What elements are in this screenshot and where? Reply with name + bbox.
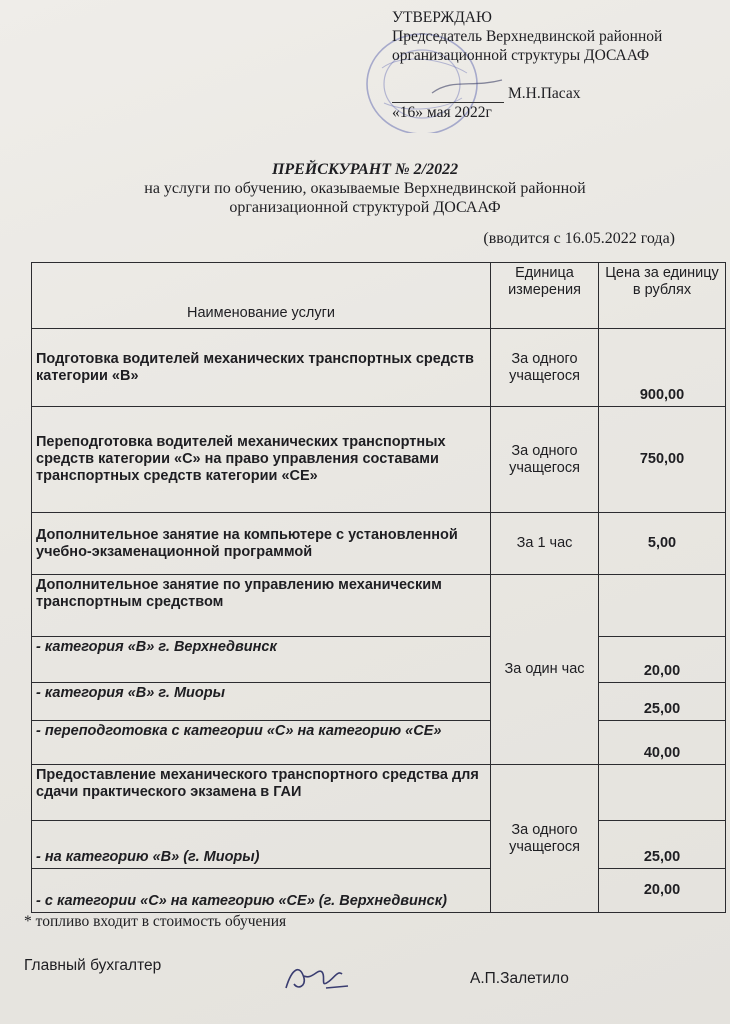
table-row	[32, 329, 726, 407]
sub-item-price: 40,00	[599, 721, 726, 765]
approval-signer: М.Н.Пасах	[508, 85, 581, 102]
header-service: Наименование услуги	[32, 263, 491, 329]
service-price: 900,00	[599, 329, 726, 407]
approval-position-line2: организационной структуры ДОСААФ	[392, 47, 650, 64]
approval-heading: УТВЕРЖДАЮ	[392, 9, 492, 26]
service-unit: За одного учащегося	[491, 407, 599, 513]
sub-item-price: 20,00	[599, 869, 726, 913]
table-header-row	[32, 263, 726, 329]
group-unit: За один час	[491, 575, 599, 765]
accountant-name: А.П.Залетило	[470, 970, 569, 987]
table-row	[32, 683, 726, 721]
service-name: Подготовка водителей механических транспортных средств категории «В»	[32, 329, 491, 407]
group-service-name: Предоставление механического транспортного средства для сдачи практического экзамена в ГАИ	[32, 765, 491, 821]
table-row	[32, 637, 726, 683]
effective-date: (вводится с 16.05.2022 года)	[483, 230, 675, 247]
table-row	[32, 821, 726, 869]
table-row	[32, 407, 726, 513]
table-row	[32, 513, 726, 575]
sub-item-price: 20,00	[599, 637, 726, 683]
service-name: Переподготовка водителей механических транспортных средств категории «С» на право управления составами транспортных средств категории «СЕ»	[32, 407, 491, 513]
group-header-row	[32, 765, 726, 821]
price-list-subtitle-2: организационной структурой ДОСААФ	[229, 199, 501, 216]
service-price: 5,00	[599, 513, 726, 575]
service-name: Дополнительное занятие на компьютере с установленной учебно-экзаменационной программой	[32, 513, 491, 575]
group-service-name: Дополнительное занятие по управлению механическим транспортным средством	[32, 575, 491, 637]
approval-position-line1: Председатель Верхнедвинской районной	[392, 28, 663, 45]
service-unit: За одного учащегося	[491, 329, 599, 407]
approval-block	[392, 8, 662, 122]
header-price: Цена за единицу в рублях	[599, 263, 726, 329]
sub-item-price: 25,00	[599, 683, 726, 721]
price-table	[31, 262, 726, 913]
sub-item-label: - с категории «С» на категорию «СЕ» (г. Верхнедвинск)	[32, 869, 491, 913]
table-row	[32, 869, 726, 913]
service-price: 750,00	[599, 407, 726, 513]
sub-item-price: 25,00	[599, 821, 726, 869]
service-unit: За 1 час	[491, 513, 599, 575]
sub-item-label: - категория «В» г. Верхнедвинск	[32, 637, 491, 683]
table-row	[32, 721, 726, 765]
accountant-signature	[282, 958, 354, 998]
sub-item-label: - категория «В» г. Миоры	[32, 683, 491, 721]
empty-price-cell	[599, 765, 726, 821]
document-title	[0, 160, 730, 247]
group-unit: За одного учащегося	[491, 765, 599, 913]
approval-date: «16» мая 2022г	[392, 104, 492, 121]
price-list-title: ПРЕЙСКУРАНТ № 2/2022	[271, 161, 459, 178]
header-unit: Единица измерения	[491, 263, 599, 329]
accountant-role: Главный бухгалтер	[24, 957, 162, 974]
sub-item-label: - переподготовка с категории «С» на категорию «СЕ»	[32, 721, 491, 765]
sub-item-label: - на категорию «В» (г. Миоры)	[32, 821, 491, 869]
empty-price-cell	[599, 575, 726, 637]
footnote: * топливо входит в стоимость обучения	[24, 913, 287, 930]
price-list-subtitle-1: на услуги по обучению, оказываемые Верхнедвинской районной	[144, 180, 586, 197]
approval-signature-line	[392, 84, 662, 103]
group-header-row	[32, 575, 726, 637]
